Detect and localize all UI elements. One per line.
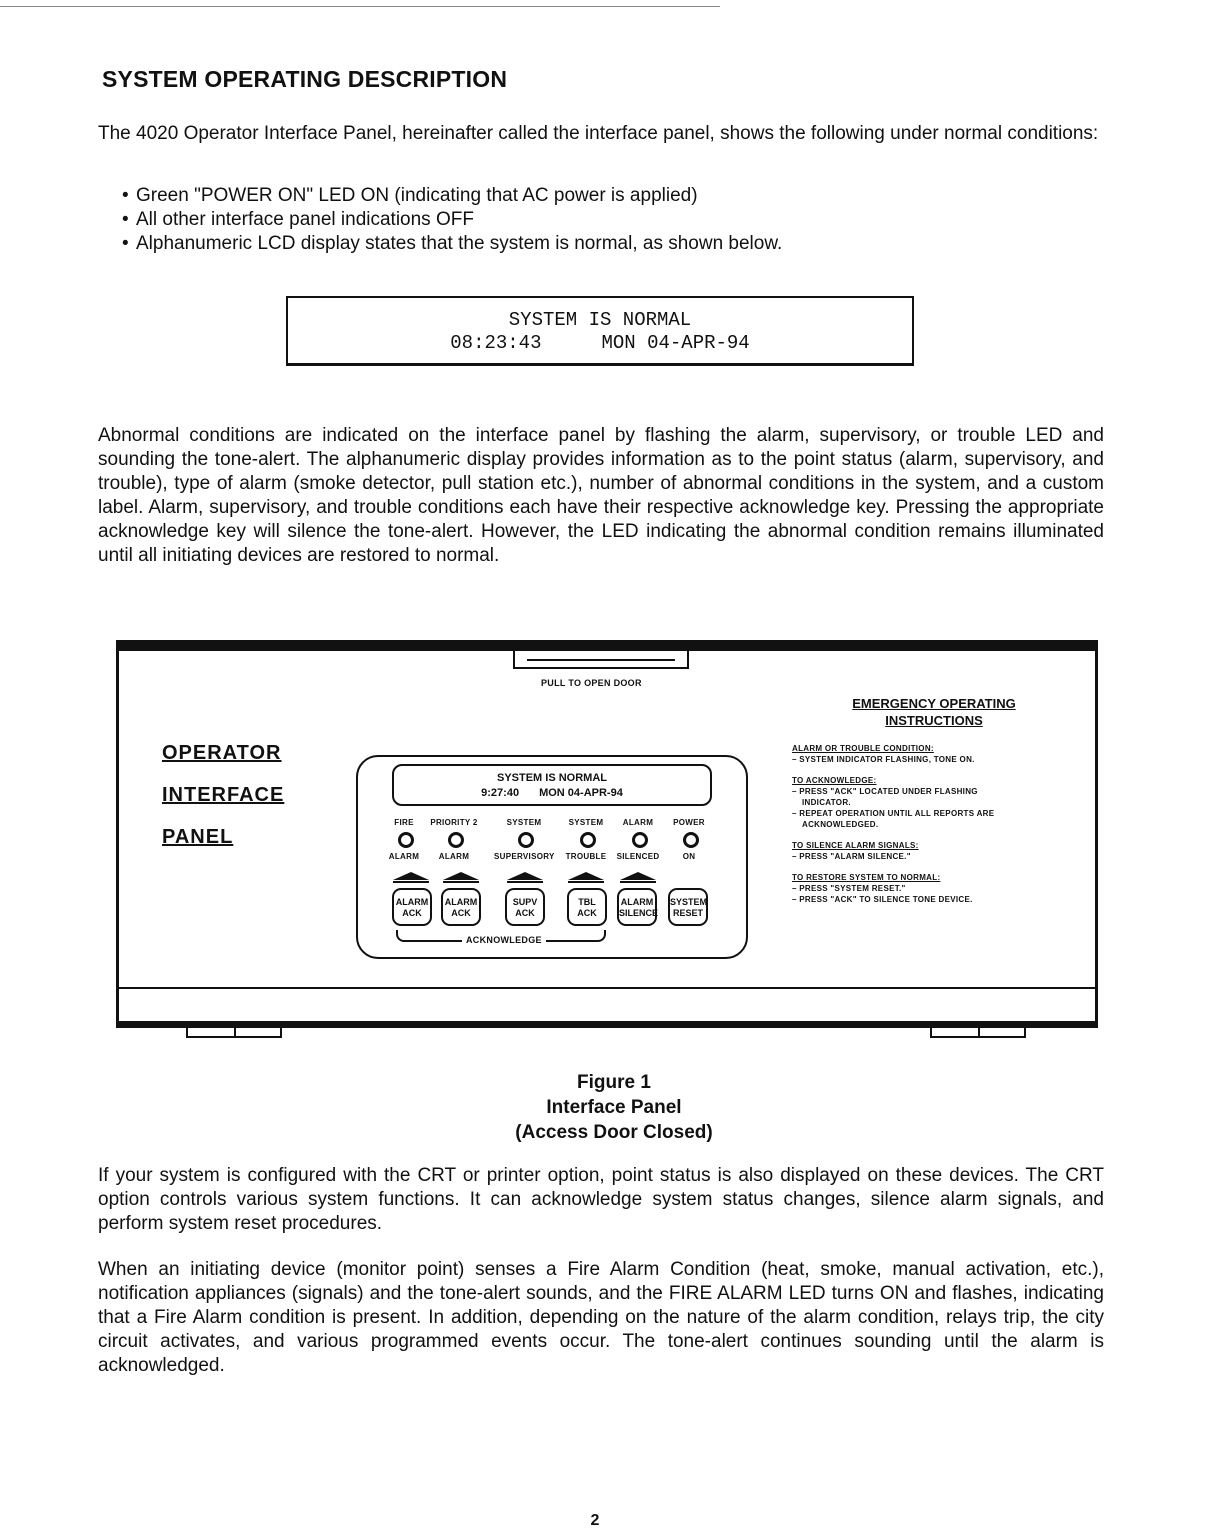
acknowledge-label: ACKNOWLEDGE — [462, 935, 546, 945]
section-heading: SYSTEM OPERATING DESCRIPTION — [102, 66, 508, 92]
led-supervisory-label-top: SYSTEM — [506, 818, 542, 827]
panel-lcd-date: MON 04-APR-94 — [539, 787, 623, 799]
door-pull-handle — [513, 645, 689, 669]
alarm-silence-key[interactable]: ALARM SILENCE — [617, 888, 657, 926]
emergency-instructions-title: EMERGENCY OPERATING INSTRUCTIONS — [852, 696, 1016, 728]
crt-paragraph: If your system is configured with the CRT or printer option, point status is also displayed on these devices. The CRT option controls various system functions. It can acknowledge system status changes, silence alarm signals, and perform system reset procedures. — [98, 1165, 1104, 1234]
page-number: 2 — [590, 1512, 600, 1529]
list-item: • Alphanumeric LCD display states that the system is normal, as shown below. — [122, 232, 782, 256]
figure-caption-number: Figure 1 — [577, 1072, 651, 1093]
abnormal-paragraph: Abnormal conditions are indicated on the interface panel by flashing the alarm, supervisory, or trouble LED and sounding the tone-alert. The alphanumeric display provides information as to the point status (alarm, supervisory, and trouble), type of alarm (smoke detector, pull station etc.), number of abnormal conditions in the system, and a custom label. Alarm, supervisory, and trouble conditions each have their respective acknowledge key. Pressing the appropriate acknowledge key will silence the tone-alert. However, the LED indicating the abnormal condition remains illuminated until all initiating devices are restored to normal. — [98, 425, 1104, 566]
intro-paragraph: The 4020 Operator Interface Panel, hereinafter called the interface panel, shows the following under normal conditions: — [98, 123, 1099, 144]
panel-lcd-line-1: SYSTEM IS NORMAL — [496, 772, 607, 784]
led-trouble-label-top: SYSTEM — [568, 818, 604, 827]
system-trouble-led — [580, 832, 596, 848]
panel-lcd-line-2 — [394, 786, 710, 801]
panel-label-operator: OPERATOR — [162, 742, 282, 764]
normal-conditions-list — [122, 184, 782, 256]
key-arrow-icon — [393, 872, 429, 880]
lcd-date: MON 04-APR-94 — [601, 332, 750, 354]
fire-alarm-led — [398, 832, 414, 848]
system-supervisory-led — [518, 832, 534, 848]
pull-to-open-label: PULL TO OPEN DOOR — [541, 678, 642, 688]
panel-base-line — [119, 987, 1095, 989]
panel-lcd-time: 9:27:40 — [481, 787, 520, 799]
fire-alarm-paragraph: When an initiating device (monitor point) senses a Fire Alarm Condition (heat, smoke, manual activation, etc.), notification appliances (signals) and the tone-alert sounds, and the FIRE ALARM LED turns ON and flashes, indicating that a Fire Alarm condition is present. In addition, depending on the nature of the alarm condition, relays trip, the city circuit activates, and various programmed events occur. The tone-alert continues sounding until the alarm is acknowledged. — [98, 1259, 1104, 1376]
panel-foot-left — [186, 1026, 282, 1038]
led-trouble-label-bottom: TROUBLE — [565, 852, 607, 861]
led-priority2-label-top: PRIORITY 2 — [430, 818, 478, 827]
figure-caption-subtitle: (Access Door Closed) — [515, 1122, 713, 1143]
panel-foot-right — [930, 1026, 1026, 1038]
panel-bottom-edge — [119, 1021, 1095, 1025]
panel-lcd — [392, 764, 712, 806]
lcd-display-example — [286, 296, 914, 366]
led-fire-label-top: FIRE — [394, 818, 414, 827]
tbl-ack-key[interactable]: TBL ACK — [567, 888, 607, 926]
priority2-alarm-ack-key[interactable]: ALARM ACK — [441, 888, 481, 926]
system-reset-key[interactable]: SYSTEM RESET — [668, 888, 708, 926]
panel-label-panel: PANEL — [162, 826, 234, 848]
lcd-time: 08:23:43 — [450, 332, 542, 354]
led-supervisory-label-bottom: SUPERVISORY — [494, 852, 555, 861]
led-power-label-top: POWER — [673, 818, 705, 827]
power-on-led — [683, 832, 699, 848]
supv-ack-key[interactable]: SUPV ACK — [505, 888, 545, 926]
led-priority2-label-bottom: ALARM — [438, 852, 470, 861]
figure-caption-title: Interface Panel — [546, 1097, 682, 1118]
key-arrow-icon — [443, 872, 479, 880]
alarm-ack-key[interactable]: ALARM ACK — [392, 888, 432, 926]
lcd-line-2 — [288, 332, 912, 355]
alarm-silenced-led — [632, 832, 648, 848]
key-arrow-icon — [568, 872, 604, 880]
list-item: • All other interface panel indications OFF — [122, 208, 782, 232]
top-rule — [0, 6, 720, 7]
key-arrow-icon — [507, 872, 543, 880]
led-silenced-label-bottom: SILENCED — [616, 852, 660, 861]
led-power-label-bottom: ON — [682, 852, 696, 861]
led-fire-label-bottom: ALARM — [388, 852, 420, 861]
emergency-instructions: ALARM OR TROUBLE CONDITION: – SYSTEM INDICATOR FLASHING, TONE ON. TO ACKNOWLEDGE: – PRESS "ACK" LOCATED UNDER FLASHING INDICATOR. – REPEAT OPERATION UNTIL ALL REPORTS ARE ACKNOWLEDGED. TO SILENCE ALARM SIGNALS: – PRESS "ALARM SILENCE." TO RESTORE SYSTEM TO NORMAL: – PRESS "SYSTEM RESET." – PRESS "ACK" TO SILENCE TONE DEVICE. — [792, 744, 995, 904]
panel-label-interface: INTERFACE — [162, 784, 285, 806]
lcd-line-1: SYSTEM IS NORMAL — [508, 309, 692, 331]
key-arrow-icon — [620, 872, 656, 880]
led-silenced-label-top: ALARM — [622, 818, 654, 827]
priority2-alarm-led — [448, 832, 464, 848]
list-item: • Green "POWER ON" LED ON (indicating that AC power is applied) — [122, 184, 782, 208]
